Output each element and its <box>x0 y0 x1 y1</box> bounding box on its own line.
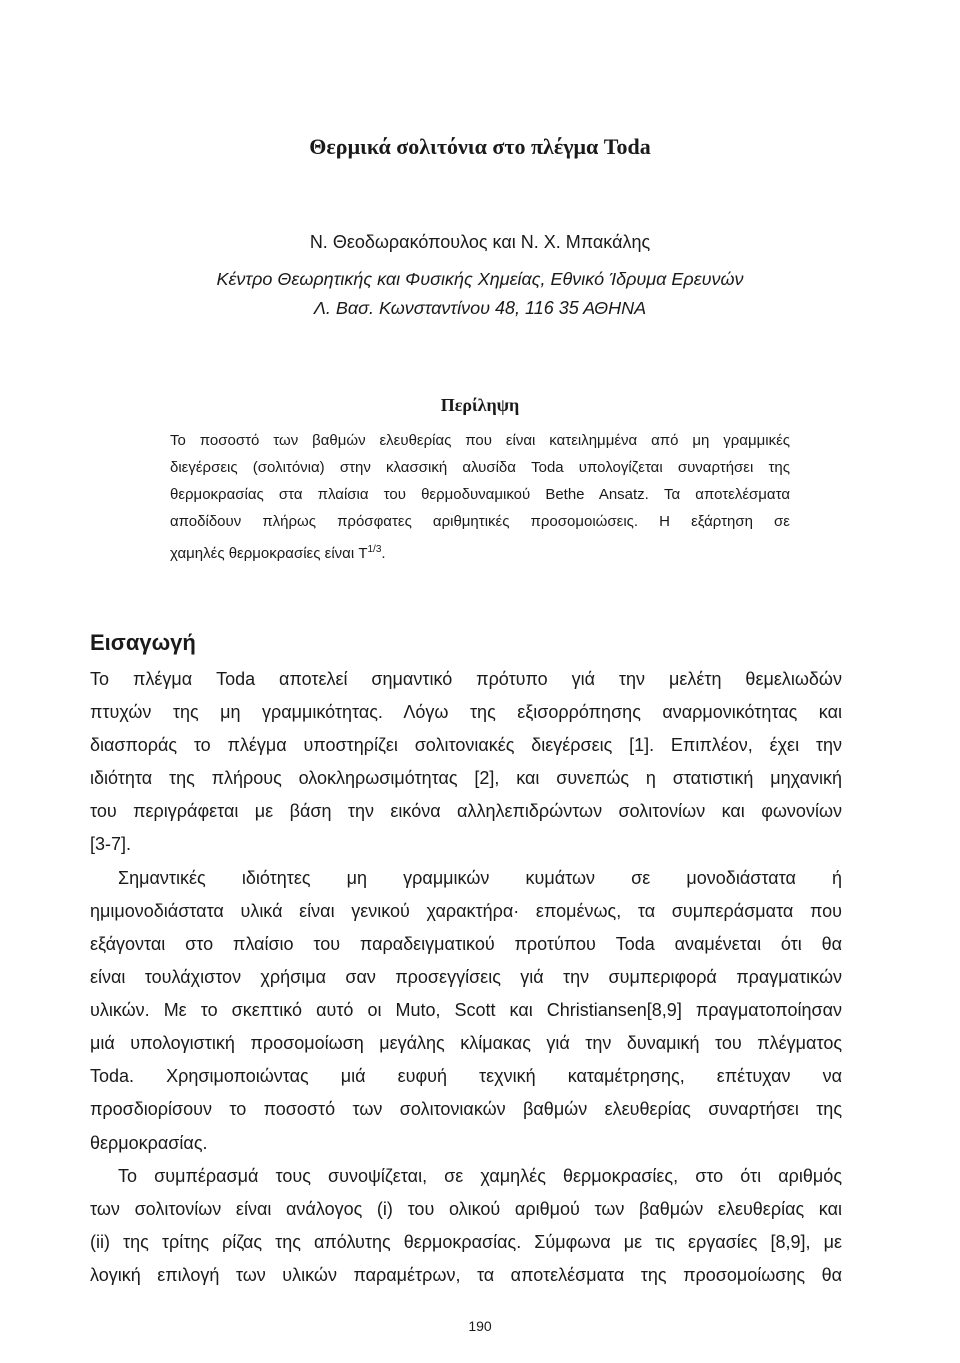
body-line: θερμοκρασίας. <box>90 1133 208 1153</box>
affiliation-line-2: Λ. Βασ. Κωνσταντίνου 48, 116 35 ΑΘΗΝΑ <box>313 298 647 318</box>
abstract-line: Το ποσοστό των βαθμών ελευθερίας που είναι κατειλημμένα από μη γραμμικές <box>170 432 790 449</box>
abstract-last-line-text: χαμηλές θερμοκρασίες είναι T <box>170 545 368 562</box>
body-line: διασποράς το πλέγμα υποστηρίζει σολιτονιακές διεγέρσεις [1]. Επιπλέον, έχει την <box>90 735 842 755</box>
body-line: Το συμπέρασμά τους συνοψίζεται, σε χαμηλές θερμοκρασίες, στο ότι αριθμός <box>118 1166 842 1186</box>
body-line: Toda. Χρησιμοποιώντας μιά ευφυή τεχνική καταμέτρησης, επέτυχαν να <box>90 1066 842 1086</box>
body-line: πτυχών της μη γραμμικότητας. Λόγω της εξισορρόπησης αναρμονικότητας και <box>90 702 842 722</box>
abstract-last-line <box>170 544 790 562</box>
body-line: του περιγράφεται με βάση την εικόνα αλληλεπιδρώντων σολιτονίων και φωνονίων <box>90 801 842 821</box>
affiliation-line-1: Κέντρο Θεωρητικής και Φυσικής Χημείας, Εθνικό Ίδρυμα Ερευνών <box>216 269 744 289</box>
abstract-line: αποδίδουν πλήρως πρόσφατες αριθμητικές προσομοιώσεις. Η εξάρτηση σε <box>170 513 790 530</box>
body-line: των σολιτονίων είναι ανάλογος (i) του ολικού αριθμού των βαθμών ελευθερίας και <box>90 1199 842 1219</box>
abstract-last-line-end: . <box>381 545 386 562</box>
body-line: λογική επιλογή των υλικών παραμέτρων, τα αποτελέσματα της προσομοίωσης θα <box>90 1265 842 1285</box>
body-line: [3-7]. <box>90 834 132 854</box>
body-line: προσδιορίσουν το ποσοστό των σολιτονιακών βαθμών ελευθερίας συναρτήσει της <box>90 1099 842 1119</box>
page-number: 190 <box>468 1318 492 1334</box>
body-line: εξάγονται στο πλαίσιο του παραδειγματικού προτύπου Toda αναμένεται ότι θα <box>90 934 842 954</box>
body-line: ιδιότητα της πλήρους ολοκληρωσιμότητας [2], και συνεπώς η στατιστική μηχανική <box>90 768 842 788</box>
body-line: ημιμονοδιάστατα υλικά είναι γενικού χαρακτήρα· επομένως, τα συμπεράσματα που <box>90 901 842 921</box>
exponent: 1/3 <box>367 544 382 555</box>
body-line: (ii) της τρίτης ρίζας της απόλυτης θερμοκρασίας. Σύμφωνα με τις εργασίες [8,9], με <box>90 1232 842 1252</box>
authors: Ν. Θεοδωρακόπουλος και Ν. Χ. Μπακάλης <box>309 232 651 252</box>
abstract-line: θερμοκρασίας στα πλαίσια του θερμοδυναμικού Bethe Ansatz. Τα αποτελέσματα <box>170 486 790 503</box>
body-line: είναι τουλάχιστον χρήσιμα σαν προσεγγίσεις γιά την συμπεριφορά πραγματικών <box>90 967 842 987</box>
body-line: Το πλέγμα Toda αποτελεί σημαντικό πρότυπο γιά την μελέτη θεμελιωδών <box>90 669 842 689</box>
paper-title: Θερμικά σολιτόνια στο πλέγμα Toda <box>309 134 651 159</box>
body-line: Σημαντικές ιδιότητες μη γραμμικών κυμάτων σε μονοδιάστατα ή <box>118 868 842 888</box>
body-line: υλικών. Με το σκεπτικό αυτό οι Muto, Scott και Christiansen[8,9] πραγματοποίησαν <box>90 1000 842 1020</box>
body-line: μιά υπολογιστική προσομοίωση μεγάλης κλίμακας γιά την δυναμική του πλέγματος <box>90 1033 842 1053</box>
abstract-line: διεγέρσεις (σολιτόνια) στην κλασσική αλυσίδα Toda υπολογίζεται συναρτήσει της <box>170 459 790 476</box>
abstract-title: Περίληψη <box>440 395 520 415</box>
section-title: Εισαγωγή <box>90 630 196 655</box>
